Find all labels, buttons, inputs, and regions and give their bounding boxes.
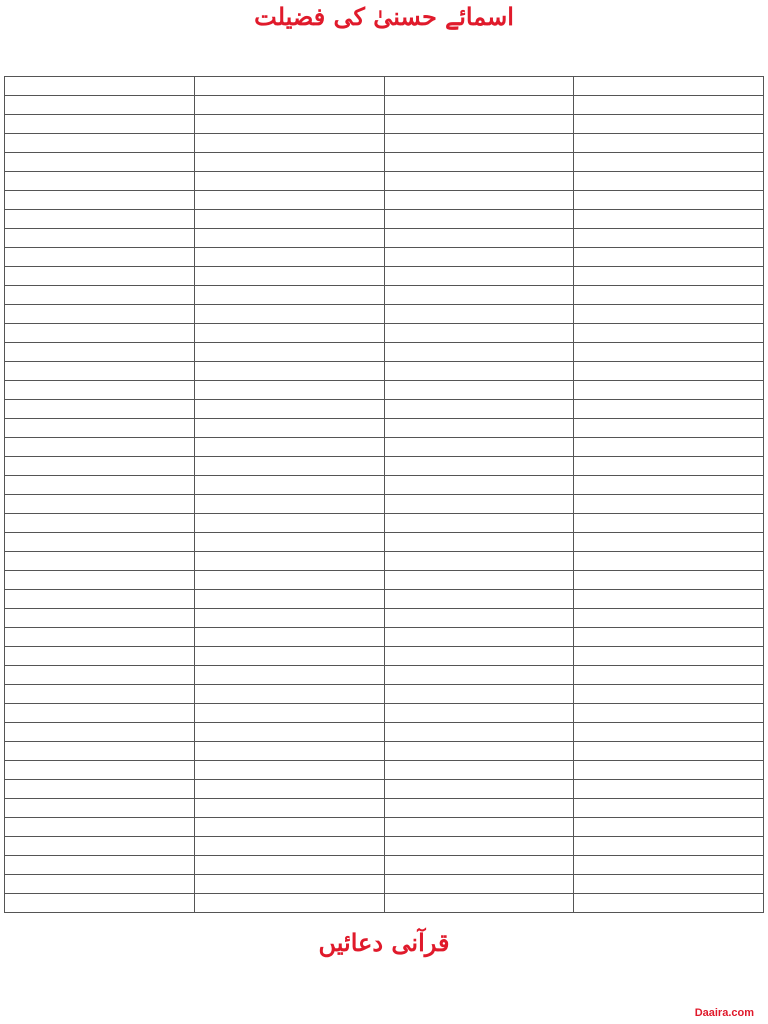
table-cell xyxy=(5,400,195,419)
table-cell xyxy=(194,343,384,362)
table-cell xyxy=(384,590,574,609)
table-cell xyxy=(384,533,574,552)
table-cell xyxy=(384,761,574,780)
table-cell xyxy=(574,723,764,742)
table-cell xyxy=(194,438,384,457)
table-cell xyxy=(384,134,574,153)
table-row xyxy=(5,286,764,305)
table-cell xyxy=(5,666,195,685)
table-cell xyxy=(194,514,384,533)
table-cell xyxy=(384,324,574,343)
table-row xyxy=(5,153,764,172)
table-row xyxy=(5,457,764,476)
table-cell xyxy=(5,419,195,438)
table-cell xyxy=(384,77,574,96)
table-cell xyxy=(574,77,764,96)
table-cell xyxy=(384,894,574,913)
table-row xyxy=(5,324,764,343)
table-cell xyxy=(574,780,764,799)
table-cell xyxy=(5,153,195,172)
table-cell xyxy=(194,267,384,286)
page-title: اسمائے حسنیٰ کی فضیلت xyxy=(254,2,514,31)
closing-line xyxy=(10,992,758,1007)
table-cell xyxy=(5,799,195,818)
table-cell xyxy=(384,571,574,590)
table-cell xyxy=(194,761,384,780)
table-cell xyxy=(5,115,195,134)
table-cell xyxy=(5,514,195,533)
table-cell xyxy=(574,742,764,761)
table-row xyxy=(5,229,764,248)
table-row xyxy=(5,552,764,571)
table-cell xyxy=(384,837,574,856)
table-row xyxy=(5,856,764,875)
closing-line xyxy=(10,977,758,992)
table-row xyxy=(5,799,764,818)
table-cell xyxy=(194,115,384,134)
table-cell xyxy=(194,381,384,400)
table-cell xyxy=(574,514,764,533)
table-cell xyxy=(194,305,384,324)
table-cell xyxy=(5,704,195,723)
table-row xyxy=(5,191,764,210)
table-cell xyxy=(194,400,384,419)
names-table-body xyxy=(5,77,764,913)
table-cell xyxy=(574,704,764,723)
table-cell xyxy=(5,229,195,248)
table-cell xyxy=(574,172,764,191)
table-cell xyxy=(384,799,574,818)
table-cell xyxy=(194,875,384,894)
table-cell xyxy=(5,286,195,305)
intro-paragraph xyxy=(18,34,750,73)
table-cell xyxy=(5,894,195,913)
table-cell xyxy=(574,419,764,438)
table-cell xyxy=(194,666,384,685)
intro-line xyxy=(18,47,750,60)
table-cell xyxy=(574,134,764,153)
table-cell xyxy=(384,495,574,514)
table-cell xyxy=(194,704,384,723)
table-cell xyxy=(194,286,384,305)
table-cell xyxy=(574,381,764,400)
table-cell xyxy=(194,856,384,875)
table-cell xyxy=(194,172,384,191)
table-cell xyxy=(384,742,574,761)
table-cell xyxy=(574,210,764,229)
table-cell xyxy=(574,286,764,305)
table-cell xyxy=(194,457,384,476)
table-row xyxy=(5,647,764,666)
table-cell xyxy=(5,837,195,856)
table-cell xyxy=(384,818,574,837)
table-cell xyxy=(384,210,574,229)
table-cell xyxy=(194,799,384,818)
table-cell xyxy=(5,875,195,894)
table-cell xyxy=(574,552,764,571)
table-row xyxy=(5,267,764,286)
table-cell xyxy=(384,628,574,647)
table-cell xyxy=(5,818,195,837)
table-cell xyxy=(5,267,195,286)
table-cell xyxy=(384,856,574,875)
table-cell xyxy=(5,248,195,267)
table-row xyxy=(5,96,764,115)
table-cell xyxy=(384,647,574,666)
table-cell xyxy=(194,590,384,609)
table-cell xyxy=(574,400,764,419)
table-cell xyxy=(5,172,195,191)
table-cell xyxy=(194,894,384,913)
table-cell xyxy=(194,647,384,666)
table-cell xyxy=(384,476,574,495)
table-row xyxy=(5,134,764,153)
table-row xyxy=(5,590,764,609)
table-row xyxy=(5,723,764,742)
table-cell xyxy=(194,552,384,571)
intro-line xyxy=(18,60,750,73)
table-cell xyxy=(384,343,574,362)
table-cell xyxy=(574,609,764,628)
intro-line xyxy=(18,34,750,47)
table-cell xyxy=(574,438,764,457)
table-cell xyxy=(384,172,574,191)
table-cell xyxy=(384,229,574,248)
table-cell xyxy=(194,723,384,742)
table-row xyxy=(5,381,764,400)
table-row xyxy=(5,362,764,381)
table-cell xyxy=(384,723,574,742)
table-cell xyxy=(5,609,195,628)
table-row xyxy=(5,875,764,894)
table-cell xyxy=(574,457,764,476)
table-row xyxy=(5,343,764,362)
table-cell xyxy=(5,324,195,343)
table-cell xyxy=(574,875,764,894)
table-cell xyxy=(384,96,574,115)
table-cell xyxy=(5,457,195,476)
table-cell xyxy=(574,761,764,780)
table-cell xyxy=(574,685,764,704)
table-cell xyxy=(574,818,764,837)
table-row xyxy=(5,628,764,647)
table-cell xyxy=(384,191,574,210)
table-cell xyxy=(384,419,574,438)
table-row xyxy=(5,514,764,533)
table-cell xyxy=(574,476,764,495)
table-cell xyxy=(5,552,195,571)
table-row xyxy=(5,533,764,552)
table-cell xyxy=(574,96,764,115)
table-cell xyxy=(574,856,764,875)
table-cell xyxy=(194,742,384,761)
table-cell xyxy=(384,457,574,476)
table-cell xyxy=(5,77,195,96)
table-cell xyxy=(384,115,574,134)
table-row xyxy=(5,571,764,590)
table-cell xyxy=(384,267,574,286)
table-cell xyxy=(384,400,574,419)
table-cell xyxy=(574,666,764,685)
table-cell xyxy=(5,761,195,780)
table-cell xyxy=(384,875,574,894)
table-cell xyxy=(574,343,764,362)
table-row xyxy=(5,305,764,324)
table-cell xyxy=(384,609,574,628)
table-cell xyxy=(194,609,384,628)
table-cell xyxy=(384,685,574,704)
table-cell xyxy=(194,837,384,856)
table-row xyxy=(5,837,764,856)
table-cell xyxy=(574,837,764,856)
table-cell xyxy=(574,248,764,267)
table-cell xyxy=(194,210,384,229)
table-cell xyxy=(5,723,195,742)
table-cell xyxy=(5,476,195,495)
table-cell xyxy=(5,96,195,115)
table-cell xyxy=(5,742,195,761)
table-cell xyxy=(194,476,384,495)
table-cell xyxy=(5,438,195,457)
table-row xyxy=(5,761,764,780)
table-cell xyxy=(384,704,574,723)
table-row xyxy=(5,685,764,704)
table-cell xyxy=(194,96,384,115)
table-row xyxy=(5,780,764,799)
table-cell xyxy=(194,780,384,799)
table-cell xyxy=(5,628,195,647)
table-row xyxy=(5,666,764,685)
table-cell xyxy=(5,685,195,704)
table-row xyxy=(5,400,764,419)
table-cell xyxy=(194,229,384,248)
table-row xyxy=(5,77,764,96)
table-cell xyxy=(384,552,574,571)
table-row xyxy=(5,609,764,628)
table-cell xyxy=(5,647,195,666)
table-cell xyxy=(194,685,384,704)
table-cell xyxy=(384,381,574,400)
table-row xyxy=(5,419,764,438)
table-row xyxy=(5,476,764,495)
names-table xyxy=(4,76,764,913)
table-cell xyxy=(384,153,574,172)
table-cell xyxy=(194,419,384,438)
table-cell xyxy=(194,571,384,590)
table-cell xyxy=(5,571,195,590)
table-row xyxy=(5,495,764,514)
table-cell xyxy=(574,267,764,286)
table-cell xyxy=(574,305,764,324)
table-cell xyxy=(384,248,574,267)
table-cell xyxy=(574,647,764,666)
table-cell xyxy=(574,115,764,134)
table-cell xyxy=(574,153,764,172)
table-cell xyxy=(574,533,764,552)
table-cell xyxy=(574,362,764,381)
table-row xyxy=(5,818,764,837)
table-cell xyxy=(5,590,195,609)
table-cell xyxy=(194,818,384,837)
table-row xyxy=(5,438,764,457)
table-cell xyxy=(574,571,764,590)
table-cell xyxy=(384,438,574,457)
table-cell xyxy=(5,210,195,229)
table-cell xyxy=(5,533,195,552)
table-cell xyxy=(5,191,195,210)
table-cell xyxy=(194,248,384,267)
closing-paragraph xyxy=(10,962,758,1022)
table-cell xyxy=(194,628,384,647)
table-cell xyxy=(384,286,574,305)
table-cell xyxy=(194,77,384,96)
table-cell xyxy=(574,628,764,647)
table-cell xyxy=(194,533,384,552)
table-cell xyxy=(574,894,764,913)
table-cell xyxy=(194,362,384,381)
table-cell xyxy=(5,134,195,153)
table-cell xyxy=(384,362,574,381)
table-cell xyxy=(574,495,764,514)
table-cell xyxy=(5,362,195,381)
table-cell xyxy=(5,780,195,799)
table-row xyxy=(5,742,764,761)
table-row xyxy=(5,172,764,191)
table-cell xyxy=(574,191,764,210)
table-cell xyxy=(384,514,574,533)
table-cell xyxy=(574,324,764,343)
table-cell xyxy=(5,305,195,324)
table-row xyxy=(5,894,764,913)
table-cell xyxy=(194,495,384,514)
table-row xyxy=(5,115,764,134)
source-watermark[interactable]: Daaira.com xyxy=(694,1007,754,1019)
section-heading: قرآنی دعائیں xyxy=(318,928,450,957)
table-cell xyxy=(574,590,764,609)
table-cell xyxy=(194,191,384,210)
table-row xyxy=(5,210,764,229)
table-row xyxy=(5,248,764,267)
table-cell xyxy=(5,381,195,400)
table-cell xyxy=(384,780,574,799)
table-cell xyxy=(384,305,574,324)
table-cell xyxy=(5,856,195,875)
table-cell xyxy=(194,324,384,343)
closing-line xyxy=(10,1007,758,1022)
table-cell xyxy=(574,799,764,818)
table-cell xyxy=(5,495,195,514)
table-row xyxy=(5,704,764,723)
table-cell xyxy=(574,229,764,248)
table-cell xyxy=(194,134,384,153)
closing-line xyxy=(10,962,758,977)
table-cell xyxy=(194,153,384,172)
table-cell xyxy=(384,666,574,685)
table-cell xyxy=(5,343,195,362)
